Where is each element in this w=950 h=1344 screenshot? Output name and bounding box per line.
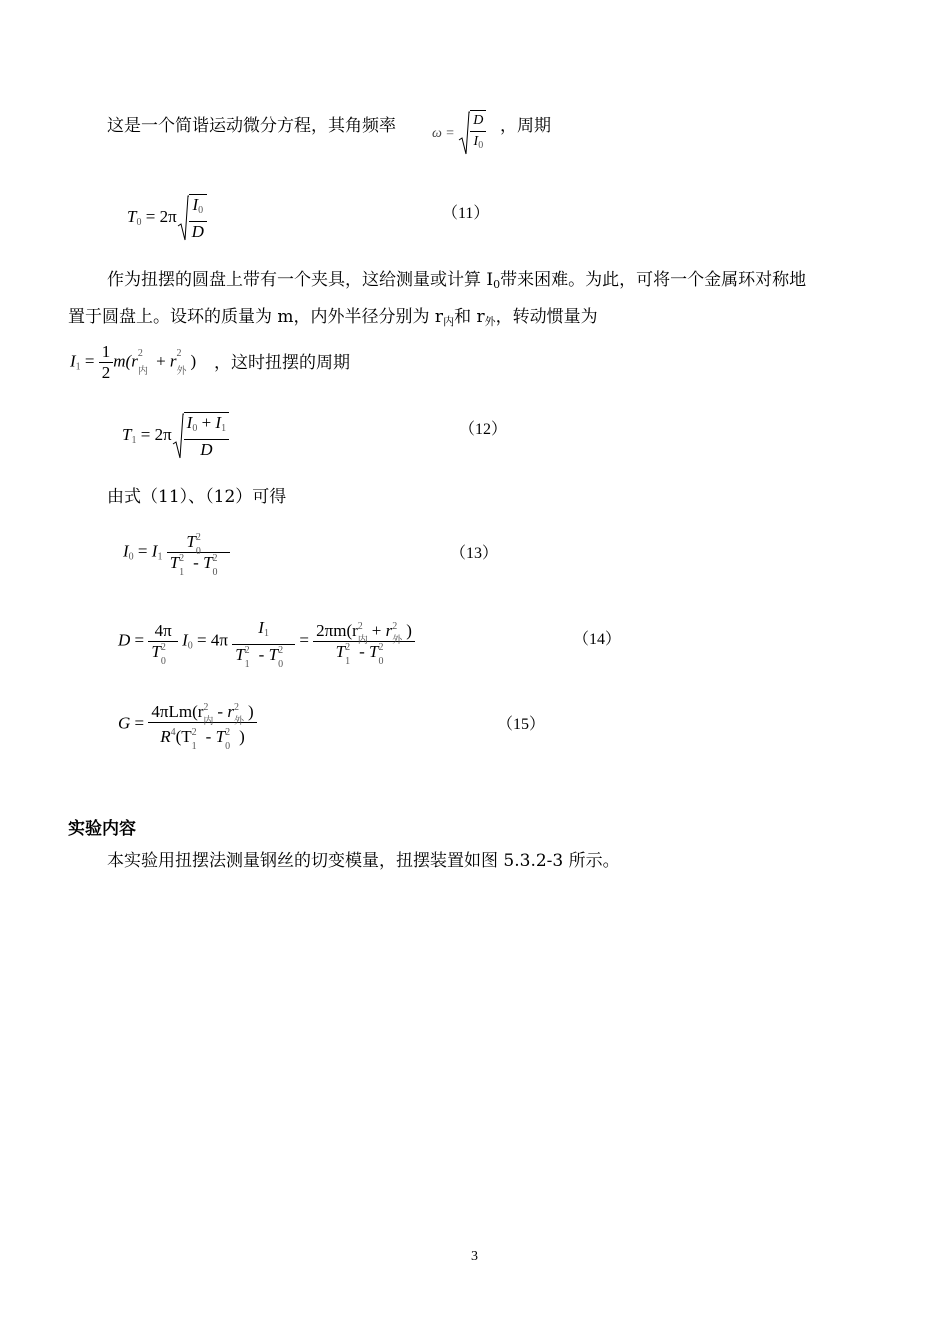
omega-formula <box>432 110 486 156</box>
fraction: 4πLm(r 2 内 - r 2 外 ) $R^4(T$ 2 1 - T 2 0 ) <box>148 702 256 747</box>
fraction-a: 4π T 2 0 <box>148 621 177 662</box>
equation-number-11: （11） <box>442 205 490 222</box>
I-symbol: I <box>70 351 76 371</box>
equation-number-14: （14） <box>573 631 622 648</box>
equation-number-15: （15） <box>497 716 546 733</box>
para-ring-line1 <box>107 268 806 297</box>
para-ring-line2 <box>68 305 598 334</box>
omega-symbol: ω <box>432 125 442 141</box>
two-pi: 2π <box>159 206 177 226</box>
para-derive <box>107 485 286 509</box>
subscript: 0 <box>478 140 484 151</box>
numerator-D: D <box>473 113 484 128</box>
subscript: 0 <box>493 278 501 291</box>
radicand <box>189 194 207 242</box>
equation-13: $I_0 = I_1$ T 2 0 T 2 1 - T 2 0 <box>123 532 230 573</box>
T-symbol: T <box>127 206 137 226</box>
equation-11 <box>127 194 207 242</box>
derive-text: 由式（11）、（12）可得 <box>107 487 287 507</box>
text-a: 置于圆盘上。设环的质量为 m，内外半径分别为 r <box>68 307 444 327</box>
page-number: 3 <box>471 1249 478 1264</box>
equals-sign: = <box>446 125 455 141</box>
text-b: ，转动惯量为 <box>495 307 598 327</box>
para-text: 这是一个简谐运动微分方程，其角频率 <box>107 116 396 136</box>
subscript: 0 <box>136 216 142 228</box>
equation-14: D = 4π T 2 0 $I_0 = 4\pi$ $I_1$ T 2 1 - T 2 0 = 2πm(r 2 内 + r 2 外 ) T 2 1 - T 2 0 <box>118 618 415 665</box>
plus-sign: + <box>156 351 166 371</box>
para-tail-text: ，周期 <box>500 116 551 136</box>
numerator-I: I <box>192 195 199 214</box>
para-angular-frequency <box>107 114 396 138</box>
para-period-tail <box>214 351 350 375</box>
content-text: 本实验用扭摆法测量钢丝的切变模量，扭摆装置如图 5.3.2-3 所示。 <box>107 851 620 871</box>
half-fraction <box>99 342 114 383</box>
radicand <box>470 110 486 156</box>
numerator: 1 <box>99 342 114 363</box>
text-b: 带来困难。为此，可将一个金属环对称地 <box>500 270 807 290</box>
text-mid: 和 r <box>454 307 485 327</box>
sqrt-symbol <box>177 194 189 242</box>
fraction: $\frac{I_0 + I_1}{D}$ <box>184 413 229 460</box>
r-symbol: r <box>169 351 177 371</box>
fraction <box>189 195 207 242</box>
equation-number-12: （12） <box>459 421 508 438</box>
I1-formula <box>70 342 196 383</box>
denominator: 2 <box>101 363 111 382</box>
para-tail <box>500 114 551 138</box>
subscript-outer: 外 <box>484 315 496 328</box>
subscript: 1 <box>75 361 81 373</box>
radicand <box>184 412 229 460</box>
subscript: 0 <box>198 205 204 216</box>
equals-sign: = <box>140 424 151 444</box>
fraction-b: $I_1$ T 2 1 - T 2 0 <box>232 618 295 665</box>
r-inner-scripts: 2 内 <box>137 347 148 377</box>
sqrt-symbol <box>172 412 184 460</box>
equation-12 <box>122 412 229 460</box>
m-open: m(r <box>113 351 138 371</box>
para-content <box>107 849 620 873</box>
fraction <box>470 111 486 156</box>
denominator-D: D <box>191 222 204 241</box>
denominator-I: I <box>473 134 479 149</box>
equals-sign: = <box>84 351 95 371</box>
r-outer-scripts: 2 外 <box>176 347 187 377</box>
subscript: 1 <box>131 434 137 446</box>
fraction: T 2 0 T 2 1 - T 2 0 <box>167 532 230 573</box>
sqrt-symbol <box>458 110 470 156</box>
equation-number-13: （13） <box>450 545 499 562</box>
tail-text: ，这时扭摆的周期 <box>214 353 350 373</box>
text-a: 作为扭摆的圆盘上带有一个夹具，这给测量或计算 I <box>107 270 494 290</box>
two-pi: 2π <box>154 424 172 444</box>
subscript-inner: 内 <box>443 315 455 328</box>
close-paren: ) <box>190 351 197 371</box>
fraction-c: 2πm(r 2 内 + r 2 外 ) T 2 1 - T 2 0 <box>313 621 415 662</box>
equation-15: G = 4πLm(r 2 内 - r 2 外 ) $R^4(T$ 2 1 - T 2 0 ) <box>118 702 257 747</box>
equals-sign: = <box>145 206 156 226</box>
section-heading: 实验内容 <box>68 819 136 839</box>
T-symbol: T <box>122 424 132 444</box>
